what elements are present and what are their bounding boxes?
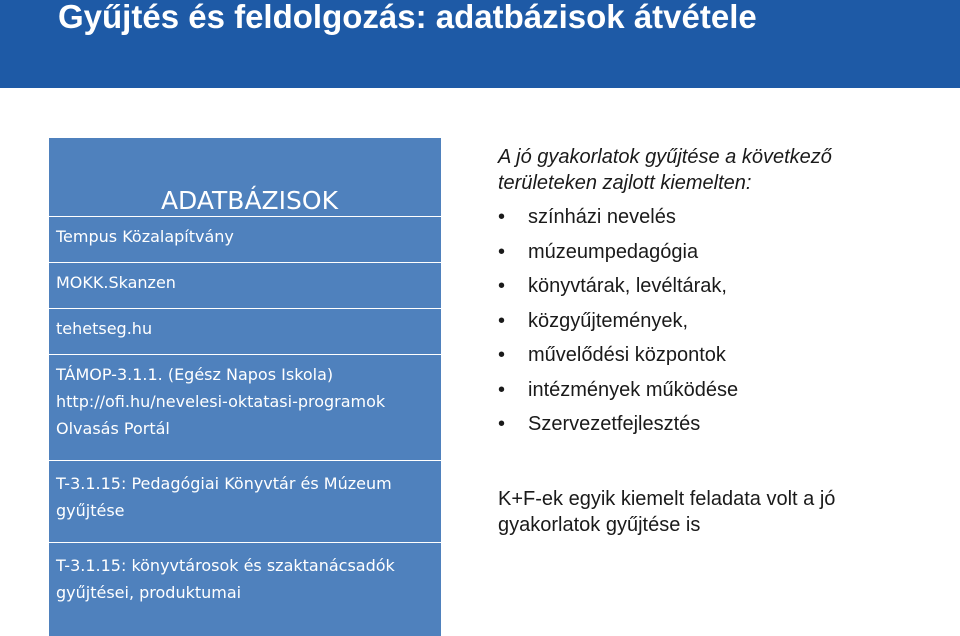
list-item: • színházi nevelés [498,200,928,235]
database-table [49,138,441,636]
database-row-line: MOKK.Skanzen [56,273,176,292]
database-table-header: ADATBÁZISOK [160,186,338,215]
database-row-line: T-3.1.15: Pedagógiai Könyvtár és Múzeum [56,474,392,493]
database-row-line: T-3.1.15: könyvtárosok és szaktanácsadók [56,556,395,575]
list-item: • könyvtárak, levéltárak, [498,269,928,304]
database-row [49,262,441,308]
title-bar [0,0,960,88]
database-row-line: Tempus Közalapítvány [56,227,234,246]
slide-title: Gyűjtés és feldolgozás: adatbázisok átvétele [58,0,757,35]
database-row-line: gyűjtései, produktumai [56,583,242,602]
list-item: • intézmények működése [498,373,928,408]
list-item: • Szervezetfejlesztés [498,407,928,442]
database-row-line: Olvasás Portál [56,419,170,438]
database-row-link[interactable]: http://ofi.hu/nevelesi-oktatasi-programok [56,392,386,411]
rnd-note: K+F-ek egyik kiemelt feladata volt a jó gyakorlatok gyűjtése is [498,488,836,536]
database-row-line: TÁMOP-3.1.1. (Egész Napos Iskola) [56,365,334,384]
database-row [49,308,441,354]
list-item: • művelődési központok [498,338,928,373]
database-row [49,542,441,636]
good-practices-intro: A jó gyakorlatok gyűjtése a következő területeken zajlott kiemelten: [498,146,832,194]
list-item: • közgyűjtemények, [498,304,928,339]
good-practices-section [498,144,928,442]
database-row-line: tehetseg.hu [56,319,153,338]
database-row [49,216,441,262]
database-row [49,460,441,542]
database-row [49,354,441,460]
list-item: • múzeumpedagógia [498,235,928,270]
database-row-line: gyűjtése [56,501,125,520]
good-practices-list [498,200,928,442]
